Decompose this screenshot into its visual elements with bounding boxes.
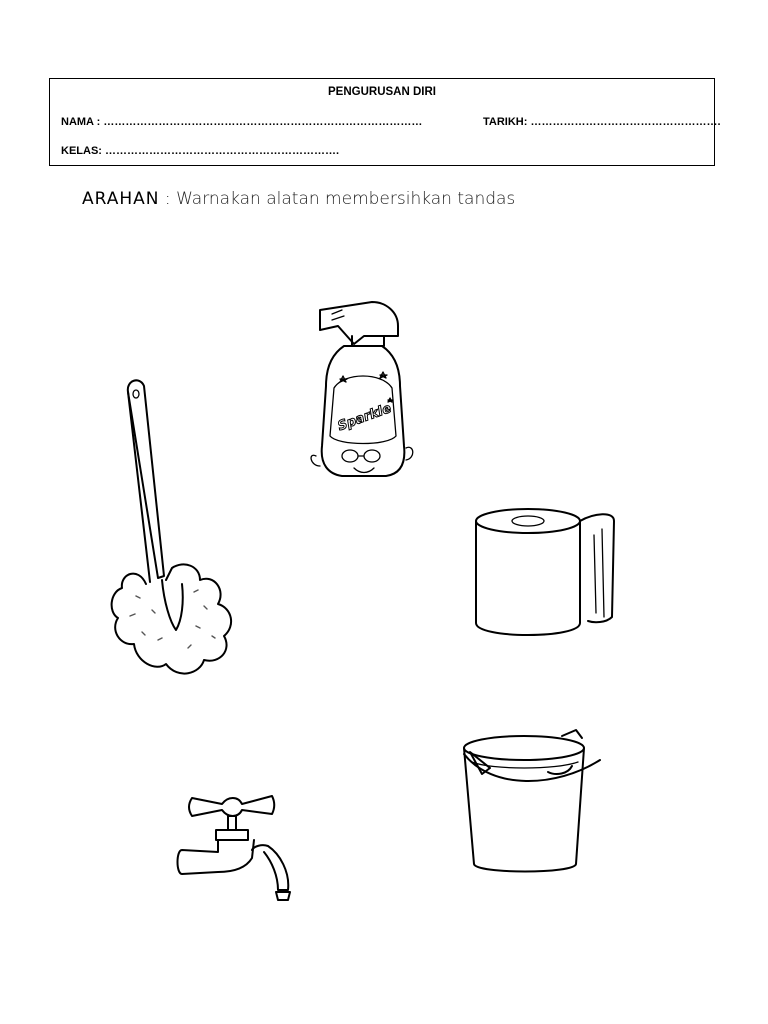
- spray-bottle-label: Sparkle: [335, 401, 394, 435]
- toilet-brush-icon: [100, 370, 240, 690]
- bucket-icon: [452, 728, 612, 878]
- instruction-text: Warnakan alatan membersihkan tandas: [176, 189, 516, 209]
- name-field: NAMA : ……………………………………………………………………………: [61, 116, 423, 128]
- date-field: TARIKH: …………………………………………….: [483, 116, 721, 128]
- class-field: KELAS: ……………………………………………………….: [61, 145, 340, 157]
- water-tap-icon: [168, 788, 298, 908]
- instruction-label: ARAHAN: [82, 189, 160, 209]
- toilet-paper-icon: [468, 505, 620, 647]
- spray-bottle-icon: [302, 296, 420, 486]
- instruction-separator: :: [159, 189, 177, 209]
- header-box: [49, 78, 721, 166]
- worksheet-title: PENGURUSAN DIRI: [328, 86, 436, 98]
- instruction: [82, 189, 515, 209]
